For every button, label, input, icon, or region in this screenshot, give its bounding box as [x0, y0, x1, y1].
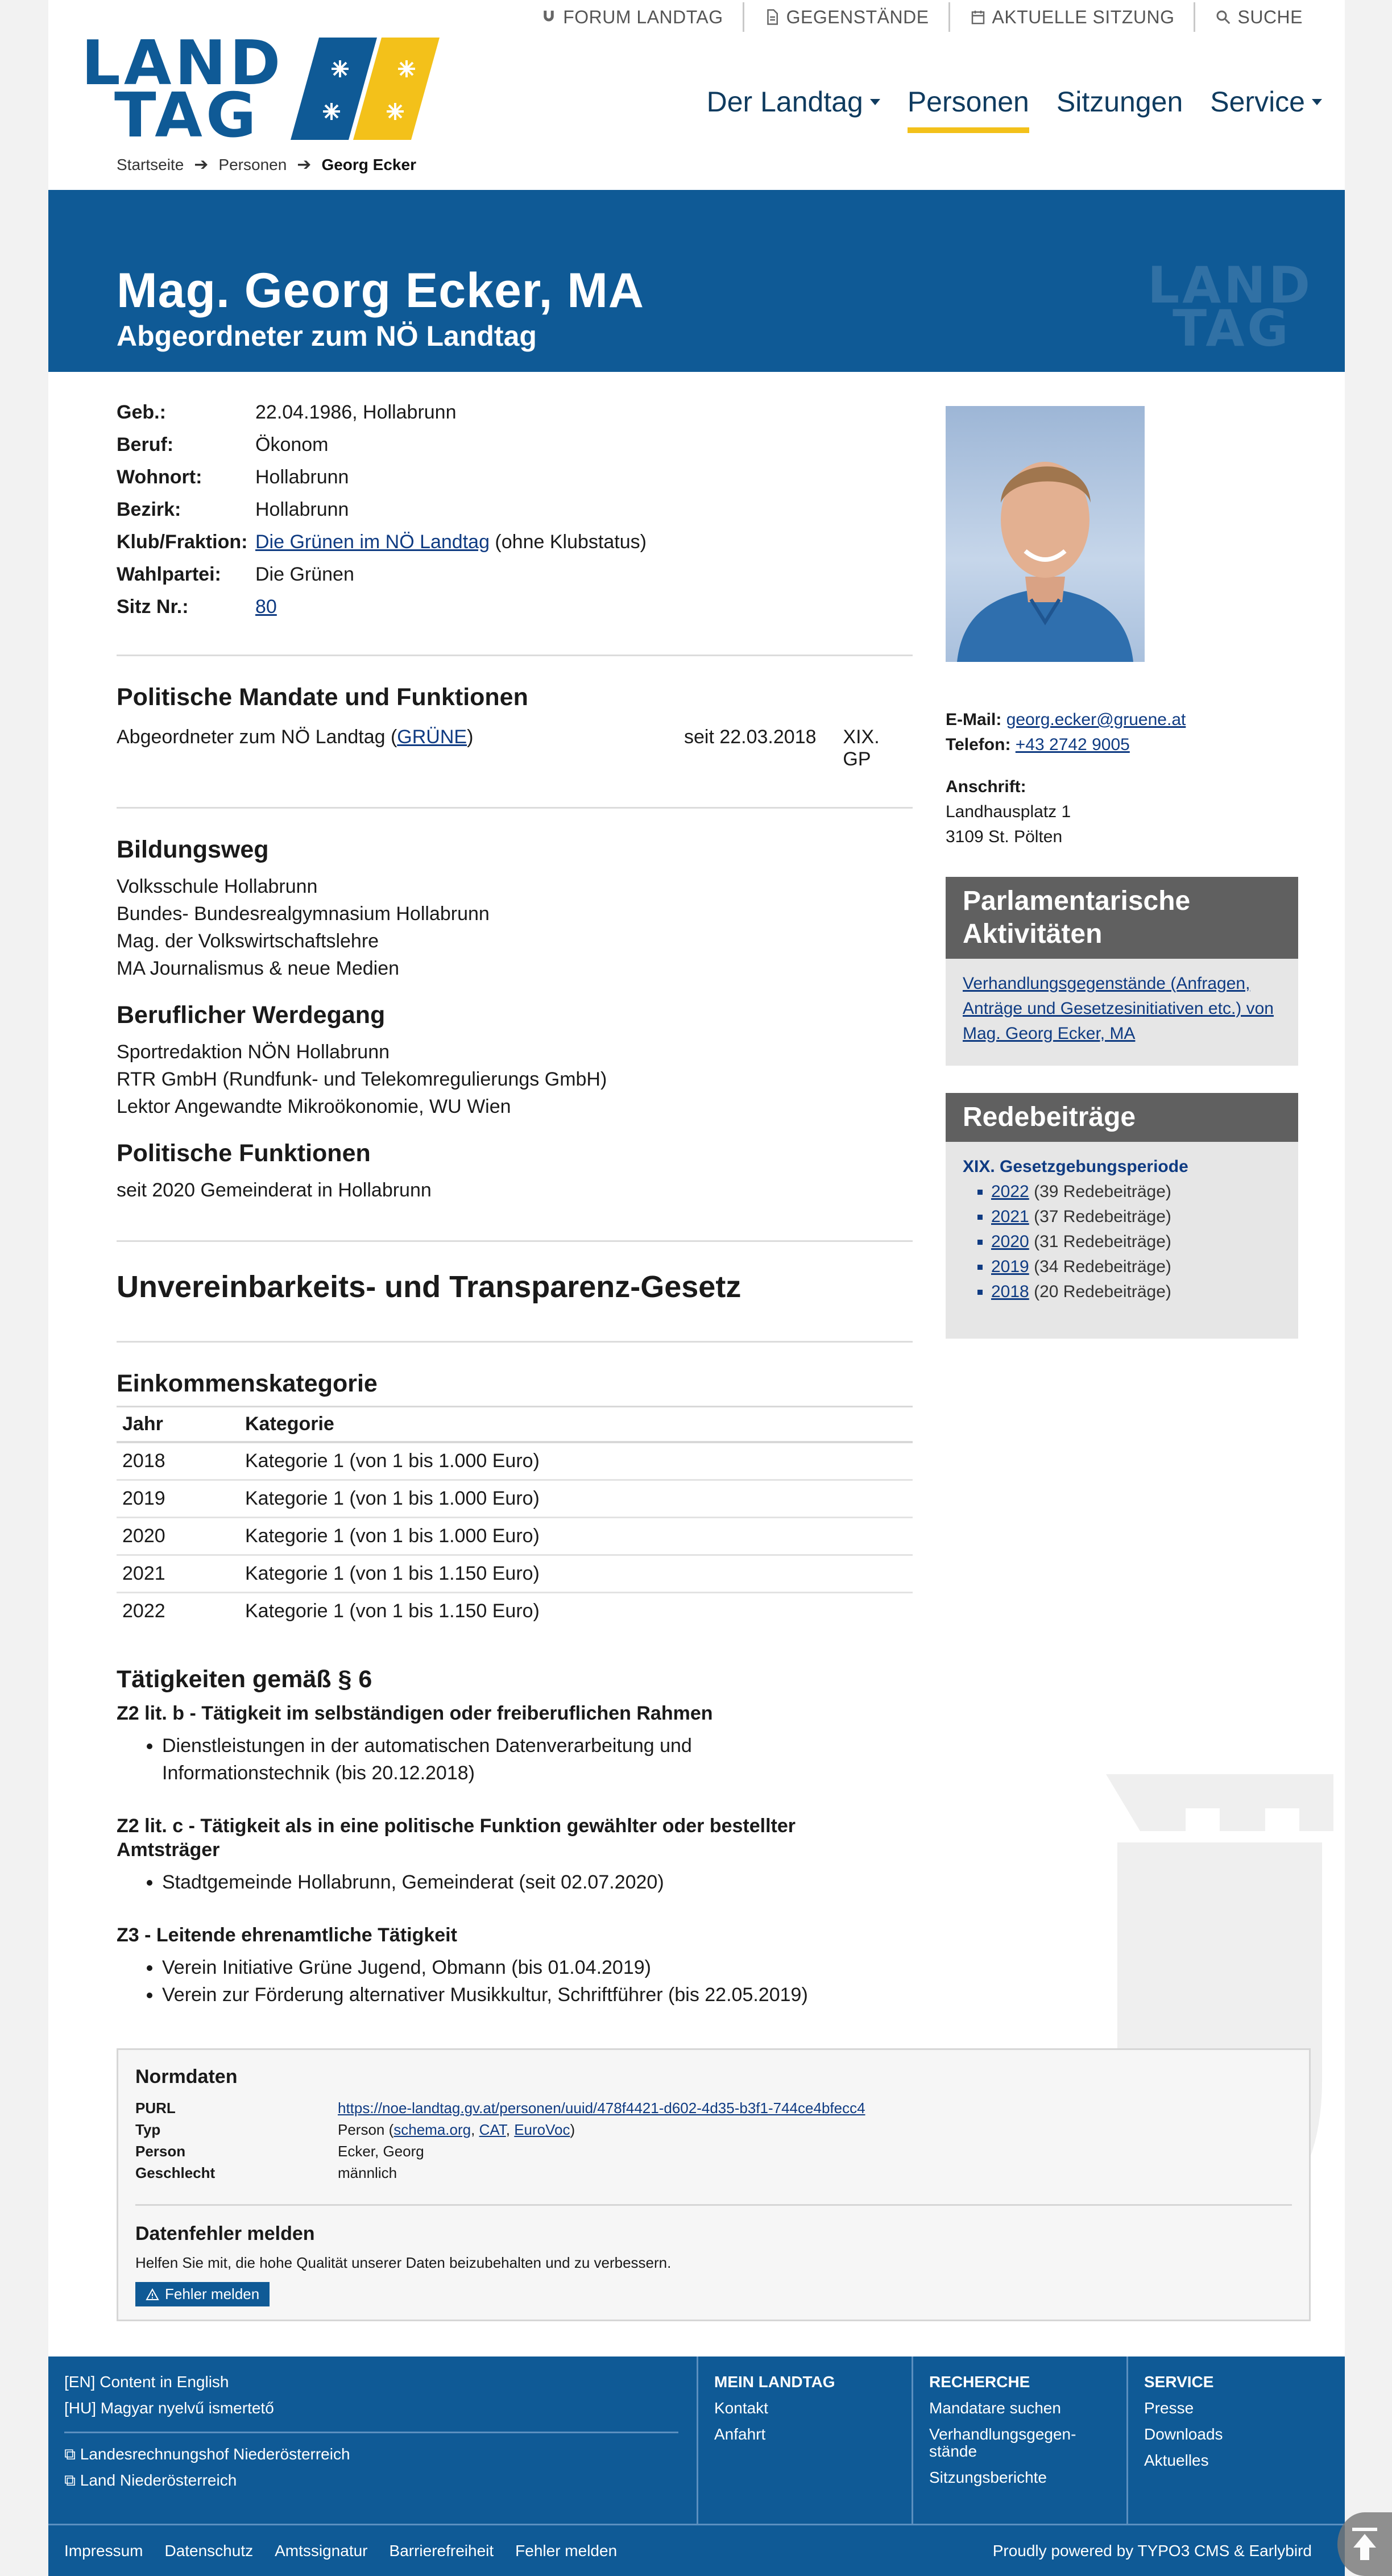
address-label: Anschrift: [946, 777, 1026, 796]
divider [64, 2432, 678, 2433]
email-label: E-Mail: [946, 710, 1002, 729]
footer-link[interactable]: Kontakt [714, 2399, 768, 2417]
cat-link[interactable]: CAT [479, 2121, 506, 2138]
cell-category: Kategorie 1 (von 1 bis 1.150 Euro) [239, 1555, 913, 1593]
back-to-top-button[interactable] [1337, 2512, 1392, 2576]
norm-value: Person (schema.org, CAT, EuroVoc) [338, 2121, 575, 2138]
watermark-line2: TAG [1173, 299, 1291, 358]
footer-impressum[interactable]: Impressum [64, 2541, 143, 2560]
list-item: • Dienstleistungen in der automatischen Datenverarbeitung und Informationstechnik (bis 20.12.2018) [162, 1732, 788, 1787]
fact-value [255, 596, 913, 618]
footer-link[interactable]: Aktuelles [1144, 2451, 1209, 2469]
rede-year-link[interactable]: 2019 [991, 1257, 1029, 1276]
arrow-right-icon: ➔ [194, 155, 209, 174]
util-suche[interactable] [1194, 2, 1322, 32]
util-forum-landtag[interactable] [521, 2, 742, 32]
arrow-up-icon [1349, 2526, 1381, 2562]
normdaten-title: Normdaten [135, 2066, 238, 2088]
list-item: Lektor Angewandte Mikroökonomie, WU Wien [117, 1096, 511, 1117]
footer-link-hu[interactable]: [HU] Magyar nyelvű ismertető [64, 2399, 274, 2417]
income-table [117, 1406, 913, 1629]
datenfehler-text: Helfen Sie mit, die hohe Qualität unserer Daten beizubehalten und zu verbessern. [135, 2254, 672, 2271]
footer-link[interactable]: Sitzungsberichte [929, 2469, 1047, 2486]
landtag-logo[interactable] [81, 28, 445, 151]
footer-fehler-melden[interactable]: Fehler melden [515, 2541, 618, 2560]
fact-value: Die Grünen [255, 564, 354, 585]
util-label: SUCHE [1237, 6, 1303, 27]
footer-col-service [1126, 2356, 1345, 2524]
breadcrumb-current: Georg Ecker [321, 155, 416, 173]
utility-nav [521, 0, 1322, 34]
box-body [946, 1142, 1298, 1339]
calendar-icon [970, 9, 987, 26]
util-gegenstaende[interactable] [743, 2, 948, 32]
list-item: seit 2020 Gemeinderat in Hollabrunn [117, 1179, 432, 1201]
page [48, 0, 1345, 2576]
divider [117, 807, 913, 809]
mandate-label: Abgeordneter zum NÖ Landtag ( [117, 726, 397, 748]
list-item: • Verein zur Förderung alternativer Musikkultur, Schriftführer (bis 22.05.2019) [162, 1981, 913, 2008]
section-title-utg: Unvereinbarkeits- und Transparenz-Gesetz [117, 1270, 741, 1304]
email-link[interactable]: georg.ecker@gruene.at [1006, 710, 1186, 729]
fact-label: Sitz Nr.: [117, 596, 189, 618]
divider [135, 2204, 1292, 2206]
table-row [117, 1593, 913, 1630]
fact-value: 22.04.1986, Hollabrunn [255, 401, 457, 423]
footer-link[interactable]: Verhandlungsgegen- stände [929, 2425, 1076, 2460]
util-label: AKTUELLE SITZUNG [992, 6, 1175, 27]
list-item: • Verein Initiative Grüne Jugend, Obmann (bis 01.04.2019) [162, 1954, 913, 1981]
section-title-mandate: Politische Mandate und Funktionen [117, 684, 528, 711]
section-title-taetigkeiten: Tätigkeiten gemäß § 6 [117, 1666, 372, 1693]
nav-label: Sitzungen [1056, 86, 1183, 118]
nav-label: Service [1210, 86, 1305, 118]
external-link-icon: ⧉ [64, 2471, 80, 2489]
footer-col-title: RECHERCHE [929, 2373, 1030, 2391]
fact-label: Geb.: [117, 401, 166, 423]
list-item: Sportredaktion NÖN Hollabrunn [117, 1041, 390, 1063]
arrow-right-icon: ➔ [297, 155, 312, 174]
norm-row [135, 2140, 1292, 2162]
rede-item [991, 1179, 1281, 1204]
table-row [117, 1442, 913, 1480]
section-title-polfunk: Politische Funktionen [117, 1140, 371, 1167]
nav-service[interactable] [1210, 85, 1322, 133]
rede-item [991, 1229, 1281, 1254]
phone-link[interactable]: +43 2742 9005 [1015, 735, 1130, 754]
rede-count: (31 Redebeiträge) [1034, 1232, 1171, 1251]
address-line: Landhausplatz 1 [946, 802, 1071, 821]
section-title-bildung: Bildungsweg [117, 836, 269, 863]
datenfehler-title: Datenfehler melden [135, 2223, 315, 2244]
section-title-beruf: Beruflicher Werdegang [117, 1001, 386, 1029]
fact-label: Klub/Fraktion: [117, 531, 248, 553]
table-row [117, 1555, 913, 1593]
footer-bottom [48, 2524, 1345, 2576]
footer-link[interactable]: Downloads [1144, 2425, 1223, 2443]
fact-label: Beruf: [117, 434, 174, 455]
norm-key: Typ [135, 2121, 161, 2138]
nav-der-landtag[interactable] [707, 85, 880, 133]
footer-link-en[interactable]: [EN] Content in English [64, 2373, 229, 2391]
rede-count: (39 Redebeiträge) [1034, 1182, 1171, 1201]
norm-value: männlich [338, 2164, 397, 2181]
divider [117, 1341, 913, 1343]
rede-item [991, 1254, 1281, 1279]
rede-item [991, 1279, 1281, 1304]
person-facts [117, 401, 913, 618]
document-icon [764, 9, 781, 26]
breadcrumb-personen[interactable]: Personen [218, 155, 287, 173]
norm-value: Ecker, Georg [338, 2143, 424, 2160]
list-item: Bundes- Bundesrealgymnasium Hollabrunn [117, 903, 490, 925]
util-label: GEGENSTÄNDE [786, 6, 929, 27]
footer-link-lrh[interactable] [64, 2441, 678, 2467]
normdaten-box [117, 2048, 1311, 2321]
footer-left [64, 2369, 678, 2494]
eurovoc-link[interactable]: EuroVoc [514, 2121, 570, 2138]
cv-section [117, 836, 913, 1204]
norm-key: Person [135, 2143, 186, 2160]
list-item: Mag. der Volkswirtschaftslehre [117, 930, 379, 952]
footer-link[interactable]: Mandatare suchen [929, 2399, 1061, 2417]
hero-watermark-logo [1147, 256, 1313, 358]
util-aktuelle-sitzung[interactable] [948, 2, 1194, 32]
phone-label: Telefon: [946, 735, 1011, 754]
main-nav [707, 85, 1322, 133]
norm-key: Geschlecht [135, 2164, 216, 2181]
rede-year-link[interactable]: 2020 [991, 1232, 1029, 1251]
fact-label: Wohnort: [117, 466, 202, 488]
footer-datenschutz[interactable]: Datenschutz [164, 2541, 254, 2560]
box-title: Parlamentarische Aktivitäten [946, 877, 1298, 959]
list-item: Volksschule Hollabrunn [117, 876, 318, 897]
logo-line1: LAND [81, 28, 284, 99]
fact-value: Hollabrunn [255, 499, 349, 520]
norm-key: PURL [135, 2099, 176, 2117]
breadcrumb [117, 155, 416, 175]
parl-activities-box [946, 877, 1298, 1066]
mandate-close: ) [467, 726, 474, 748]
address-line: 3109 St. Pölten [946, 827, 1063, 846]
footer-barrierefreiheit[interactable]: Barrierefreiheit [389, 2541, 494, 2560]
taetigkeit-heading: Z3 - Leitende ehrenamtliche Tätigkeit [117, 1924, 457, 1946]
rede-count: (37 Redebeiträge) [1034, 1207, 1171, 1226]
list-item: RTR GmbH (Rundfunk- und Telekomregulierungs GmbH) [117, 1068, 607, 1090]
cell-category: Kategorie 1 (von 1 bis 1.000 Euro) [239, 1518, 913, 1555]
nav-sitzungen[interactable] [1057, 85, 1183, 133]
horseshoe-icon [540, 9, 557, 26]
footer-link[interactable]: Presse [1144, 2399, 1194, 2417]
logo-wordmark [81, 28, 284, 151]
nav-label: Der Landtag [706, 86, 863, 118]
table-header [117, 1407, 913, 1443]
caret-down-icon [1312, 99, 1322, 105]
klub-suffix: (ohne Klubstatus) [489, 531, 647, 553]
button-label: Fehler melden [165, 2285, 260, 2302]
caret-down-icon [870, 99, 880, 105]
search-icon [1215, 9, 1232, 26]
rede-count: (20 Redebeiträge) [1034, 1282, 1171, 1301]
table-row [117, 1480, 913, 1518]
main-content [117, 401, 913, 2008]
fact-label: Bezirk: [117, 499, 181, 520]
mandate-since: seit 22.03.2018 [683, 726, 817, 748]
portrait-illustration [946, 406, 1145, 662]
cell-category: Kategorie 1 (von 1 bis 1.000 Euro) [239, 1442, 913, 1480]
list-item: MA Journalismus & neue Medien [117, 958, 400, 979]
norm-row [135, 2162, 1292, 2184]
footer-col-mein-landtag [697, 2356, 912, 2524]
divider [117, 1240, 913, 1242]
footer-col-title: SERVICE [1144, 2373, 1214, 2391]
footer-link-label: Landesrechnungshof Niederösterreich [80, 2445, 350, 2463]
footer-amtssignatur[interactable]: Amtssignatur [275, 2541, 368, 2560]
redebeitraege-box [946, 1093, 1298, 1339]
rede-year-link[interactable]: 2018 [991, 1282, 1029, 1301]
schema-link[interactable]: schema.org [393, 2121, 471, 2138]
cell-year: 2018 [117, 1442, 239, 1480]
cell-year: 2020 [117, 1518, 239, 1555]
powered-by: Proudly powered by TYPO3 CMS & Earlybird [992, 2541, 1312, 2560]
logo-flag-icon [286, 38, 440, 140]
nav-personen[interactable] [908, 85, 1029, 133]
period-label: XIX. Gesetzgebungsperiode [963, 1157, 1188, 1176]
rede-count: (34 Redebeiträge) [1034, 1257, 1171, 1276]
portrait-photo [946, 406, 1145, 662]
taetigkeit-heading: Z2 lit. b - Tätigkeit im selbständigen oder freiberuflichen Rahmen [117, 1703, 713, 1724]
breadcrumb-startseite[interactable]: Startseite [117, 155, 184, 173]
cell-year: 2019 [117, 1480, 239, 1518]
page-title: Mag. Georg Ecker, MA [117, 263, 645, 318]
norm-row [135, 2097, 1292, 2119]
mandate-period: XIX. GP [843, 726, 880, 770]
util-label: FORUM LANDTAG [563, 6, 723, 27]
box-title: Redebeiträge [946, 1093, 1298, 1142]
party-link[interactable]: GRÜNE [397, 726, 467, 748]
typ-prefix: Person ( [338, 2121, 394, 2138]
fehler-melden-button[interactable] [135, 2282, 270, 2306]
logo-line2: TAG [114, 80, 260, 151]
footer-link[interactable]: Anfahrt [714, 2425, 766, 2443]
cell-year: 2022 [122, 1600, 165, 1622]
cell-category: Kategorie 1 (von 1 bis 1.150 Euro) [245, 1600, 540, 1622]
table-row [117, 1518, 913, 1555]
hero-banner [48, 190, 1345, 372]
fact-value [255, 531, 913, 553]
klub-link[interactable]: Die Grünen im NÖ Landtag [255, 531, 490, 553]
fact-value: Hollabrunn [255, 466, 349, 488]
footer-legal-links [64, 2542, 617, 2560]
divider [117, 655, 913, 656]
rede-item [991, 1204, 1281, 1229]
footer-col-title: MEIN LANDTAG [714, 2373, 835, 2391]
footer-link-land-noe[interactable] [64, 2467, 678, 2494]
contact-info [946, 707, 1298, 850]
warning-icon [146, 2288, 159, 2301]
purl-link[interactable]: https://noe-landtag.gv.at/personen/uuid/478f4421-d602-4d35-b3f1-744ce4bfecc4 [338, 2099, 865, 2117]
col-header: Jahr [117, 1407, 239, 1443]
cell-year: 2021 [117, 1555, 239, 1593]
taetigkeit-heading: Z2 lit. c - Tätigkeit als in eine politische Funktion gewählter oder bestellter Amtsträger [117, 1815, 796, 1861]
verhandlung-link[interactable]: Verhandlungsgegenstände (Anfragen, Anträge und Gesetzesinitiativen etc.) von Mag. Georg Ecker, MA [963, 974, 1274, 1043]
mandate-row [117, 726, 913, 771]
nav-label: Personen [907, 86, 1029, 118]
rede-year-link[interactable]: 2022 [991, 1182, 1029, 1201]
taetigkeiten-section [117, 1666, 913, 2008]
norm-row [135, 2119, 1292, 2140]
sitz-link[interactable]: 80 [255, 596, 277, 618]
rede-year-link[interactable]: 2021 [991, 1207, 1029, 1226]
external-link-icon: ⧉ [64, 2445, 80, 2463]
watermark-line1: LAND [1147, 256, 1313, 314]
cell-category: Kategorie 1 (von 1 bis 1.000 Euro) [239, 1480, 913, 1518]
box-body [946, 959, 1298, 1066]
list-item: • Stadtgemeinde Hollabrunn, Gemeinderat (seit 02.07.2020) [162, 1869, 913, 1896]
col-header: Kategorie [239, 1407, 913, 1443]
mandate-text [117, 726, 684, 771]
fact-value: Ökonom [255, 434, 329, 455]
fact-label: Wahlpartei: [117, 564, 221, 585]
page-subtitle: Abgeordneter zum NÖ Landtag [117, 320, 537, 352]
footer-col-recherche [912, 2356, 1126, 2524]
typ-suffix: ) [570, 2121, 575, 2138]
footer-link-label: Land Niederösterreich [80, 2471, 237, 2489]
section-title-einkommen: Einkommenskategorie [117, 1370, 378, 1397]
sidebar [946, 406, 1298, 1339]
footer [48, 2356, 1345, 2576]
